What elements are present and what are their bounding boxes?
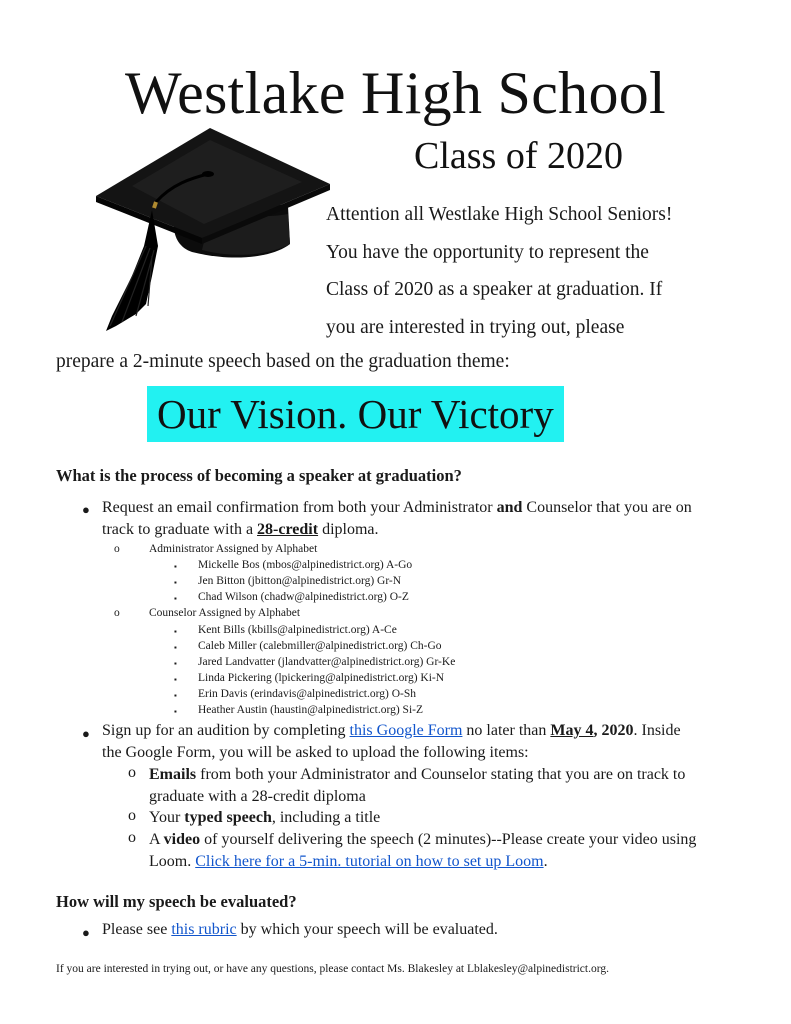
counselor-list-label: Counselor Assigned by Alphabet (149, 607, 301, 619)
sub-bullet-icon: o (128, 764, 136, 781)
counselor-item: Heather Austin (haustin@alpinedistrict.org) Si-Z (198, 704, 424, 716)
intro-paragraph (326, 196, 756, 346)
bullet-icon: ● (82, 726, 90, 741)
square-bullet-icon: ▪ (174, 643, 177, 652)
square-bullet-icon: ▪ (174, 562, 177, 571)
credit-requirement: 28-credit (257, 521, 319, 538)
counselor-item: Kent Bills (kbills@alpinedistrict.org) A-Ce (198, 624, 397, 636)
counselor-item: Jared Landvatter (jlandvatter@alpinedistrict.org) Gr-Ke (198, 656, 456, 668)
step-request-confirmation: Request an email confirmation from both your Administrator and Counselor that you are on track to graduate with a 28-credit diploma. (102, 499, 692, 538)
intro-line: Attention all Westlake High School Seniors! (326, 204, 673, 225)
counselor-item: Caleb Miller (calebmiller@alpinedistrict.org) Ch-Go (198, 640, 442, 652)
counselor-item: Erin Davis (erindavis@alpinedistrict.org) O-Sh (198, 688, 416, 700)
square-bullet-icon: ▪ (174, 659, 177, 668)
page-title: Westlake High School (124, 60, 667, 126)
graduation-theme: Our Vision. Our Victory (157, 391, 554, 437)
intro-line: prepare a 2-minute speech based on the graduation theme: (56, 351, 510, 372)
admin-item: Mickelle Bos (mbos@alpinedistrict.org) A-Go (198, 559, 413, 571)
evaluation-text: Please see this rubric by which your speech will be evaluated. (102, 921, 498, 938)
sub-bullet-icon: o (114, 607, 120, 619)
intro-line: You have the opportunity to represent the (326, 241, 649, 263)
upload-emails: Emails from both your Administrator and Counselor stating that you are on track to graduate with a 28-credit diploma (149, 766, 686, 805)
bullet-icon: ● (82, 502, 90, 517)
theme-highlight (147, 386, 564, 442)
intro-line: Class of 2020 as a speaker at graduation. If (326, 279, 663, 300)
google-form-link[interactable]: this Google Form (349, 722, 463, 739)
step-sign-up: Sign up for an audition by completing this Google Form no later than May 4, 2020. Inside the Google Form, you will be asked to upload the following items: (102, 722, 681, 761)
intro-line: you are interested in trying out, please (326, 316, 625, 338)
sub-bullet-icon: o (128, 807, 136, 824)
deadline-year: , 2020 (593, 722, 634, 739)
square-bullet-icon: ▪ (174, 675, 177, 684)
process-heading: What is the process of becoming a speaker at graduation? (56, 466, 462, 485)
graduation-cap-icon (92, 126, 330, 336)
admin-item: Chad Wilson (chadw@alpinedistrict.org) O-Z (198, 591, 409, 603)
sub-bullet-icon: o (114, 543, 120, 555)
sub-bullet-icon: o (128, 829, 136, 846)
square-bullet-icon: ▪ (174, 594, 177, 603)
upload-video: A video of yourself delivering the speech (2 minutes)--Please create your video using Loom. Click here for a 5-min. tutorial on how to set up Loom. (149, 831, 697, 870)
admin-item: Jen Bitton (jbitton@alpinedistrict.org) Gr-N (198, 575, 402, 587)
square-bullet-icon: ▪ (174, 707, 177, 716)
evaluation-heading: How will my speech be evaluated? (56, 892, 297, 911)
contact-footer: If you are interested in trying out, or have any questions, please contact Ms. Blakesley at Lblakesley@alpinedistrict.org. (56, 963, 609, 975)
square-bullet-icon: ▪ (174, 691, 177, 700)
deadline-month: May 4 (550, 722, 594, 739)
square-bullet-icon: ▪ (174, 578, 177, 587)
rubric-link[interactable]: this rubric (171, 921, 237, 938)
upload-speech: Your typed speech, including a title (149, 809, 381, 826)
page-subtitle: Class of 2020 (414, 135, 623, 177)
loom-tutorial-link[interactable]: Click here for a 5-min. tutorial on how to set up Loom (195, 853, 544, 870)
counselor-item: Linda Pickering (lpickering@alpinedistrict.org) Ki-N (198, 672, 445, 684)
square-bullet-icon: ▪ (174, 627, 177, 636)
admin-list-label: Administrator Assigned by Alphabet (149, 543, 318, 555)
bullet-icon: ● (82, 925, 90, 940)
